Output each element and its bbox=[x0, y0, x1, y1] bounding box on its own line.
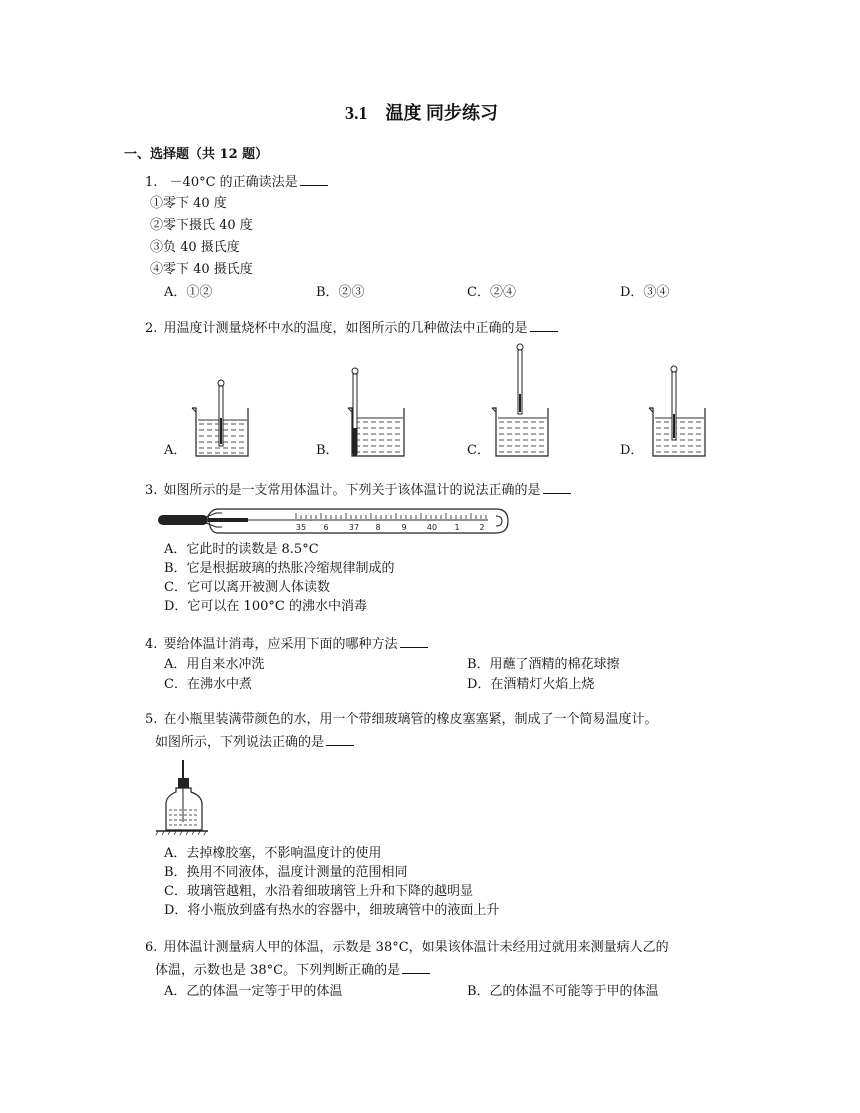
q1-option-b: B．②③ bbox=[316, 285, 365, 300]
q2-option-b: B． bbox=[316, 443, 339, 458]
question-number: 2. bbox=[145, 321, 158, 336]
question-text: －40°C 的正确读法是 bbox=[169, 175, 298, 190]
scale-label: 6 bbox=[323, 523, 329, 532]
answer-blank bbox=[300, 173, 328, 186]
question-6-stem-line2 bbox=[155, 961, 430, 980]
q5-option-b: B．换用不同液体，温度计测量的范围相同 bbox=[164, 865, 408, 880]
question-text: 如图所示，下列说法正确的是 bbox=[155, 735, 325, 750]
answer-blank bbox=[400, 635, 428, 648]
q1-item-3: ③负 40 摄氏度 bbox=[150, 240, 240, 255]
answer-blank bbox=[543, 481, 571, 494]
q6-option-b: B．乙的体温不可能等于甲的体温 bbox=[467, 984, 659, 999]
beaker-figure-d bbox=[647, 364, 707, 458]
question-number: 1. bbox=[145, 175, 158, 190]
q3-option-d: D．它可以在 100°C 的沸水中消毒 bbox=[164, 599, 367, 614]
page-title: 3.1 温度 同步练习 bbox=[345, 103, 498, 123]
question-text: 体温，示数也是 38°C。下列判断正确的是 bbox=[155, 963, 401, 978]
question-number: 3. bbox=[145, 483, 158, 498]
scale-label: 37 bbox=[348, 523, 360, 532]
section-heading: 一、选择题（共 12 题） bbox=[124, 147, 269, 162]
simple-thermometer-bottle-figure bbox=[156, 760, 208, 836]
q1-option-c: C．②④ bbox=[467, 285, 516, 300]
question-4-stem bbox=[145, 635, 428, 654]
question-1-stem bbox=[145, 173, 328, 192]
q2-option-a: A． bbox=[164, 443, 187, 458]
q4-option-a: A．用自来水冲洗 bbox=[164, 657, 265, 672]
scale-label: 40 bbox=[426, 523, 438, 532]
q1-option-a: A．①② bbox=[164, 285, 213, 300]
question-text: 用体温计测量病人甲的体温，示数是 38°C，如果该体温计未经用过就用来测量病人乙的 bbox=[163, 940, 669, 955]
question-text: 用温度计测量烧杯中水的温度，如图所示的几种做法中正确的是 bbox=[163, 321, 528, 336]
question-text: 在小瓶里装满带颜色的水，用一个带细玻璃管的橡皮塞塞紧，制成了一个简易温度计。 bbox=[163, 712, 658, 727]
q5-option-c: C．玻璃管越粗，水沿着细玻璃管上升和下降的越明显 bbox=[164, 884, 473, 899]
scale-label: 2 bbox=[479, 523, 485, 532]
question-text: 如图所示的是一支常用体温计。下列关于该体温计的说法正确的是 bbox=[163, 483, 541, 498]
q2-option-c: C． bbox=[467, 443, 490, 458]
answer-blank bbox=[402, 961, 430, 974]
scale-label: 1 bbox=[454, 523, 460, 532]
q4-option-b: B．用蘸了酒精的棉花球擦 bbox=[467, 657, 620, 672]
answer-blank bbox=[326, 733, 354, 746]
q1-option-d: D．③④ bbox=[620, 285, 670, 300]
question-number: 4. bbox=[145, 637, 158, 652]
q3-option-b: B．它是根据玻璃的热胀冷缩规律制成的 bbox=[164, 561, 395, 576]
q1-item-1: ①零下 40 度 bbox=[150, 196, 227, 211]
question-6-stem bbox=[145, 939, 669, 957]
clinical-thermometer-figure bbox=[156, 504, 512, 538]
q5-option-a: A．去掉橡胶塞，不影响温度计的使用 bbox=[164, 846, 382, 861]
question-5-stem-line2 bbox=[155, 733, 354, 752]
q3-option-c: C．它可以离开被测人体读数 bbox=[164, 580, 330, 595]
q1-item-4: ④零下 40 摄氏度 bbox=[150, 262, 253, 277]
beaker-figure-c bbox=[490, 342, 550, 458]
question-text: 要给体温计消毒，应采用下面的哪种方法 bbox=[163, 637, 398, 652]
question-3-stem bbox=[145, 481, 571, 500]
question-2-stem bbox=[145, 319, 558, 338]
q5-option-d: D．将小瓶放到盛有热水的容器中，细玻璃管中的液面上升 bbox=[164, 903, 500, 918]
scale-label: 9 bbox=[401, 523, 407, 532]
scale-label: 8 bbox=[375, 523, 381, 532]
q3-option-a: A．它此时的读数是 8.5°C bbox=[164, 542, 319, 557]
question-number: 5. bbox=[145, 712, 158, 727]
answer-blank bbox=[530, 319, 558, 332]
q1-item-2: ②零下摄氏 40 度 bbox=[150, 218, 253, 233]
question-number: 6. bbox=[145, 940, 158, 955]
q4-option-c: C．在沸水中煮 bbox=[164, 677, 252, 692]
beaker-figure-b bbox=[346, 366, 406, 458]
question-5-stem bbox=[145, 711, 658, 729]
scale-label: 35 bbox=[295, 523, 307, 532]
q2-option-d: D． bbox=[620, 443, 644, 458]
q6-option-a: A．乙的体温一定等于甲的体温 bbox=[164, 984, 343, 999]
q4-option-d: D．在酒精灯火焰上烧 bbox=[467, 677, 595, 692]
beaker-figure-a bbox=[190, 378, 250, 458]
